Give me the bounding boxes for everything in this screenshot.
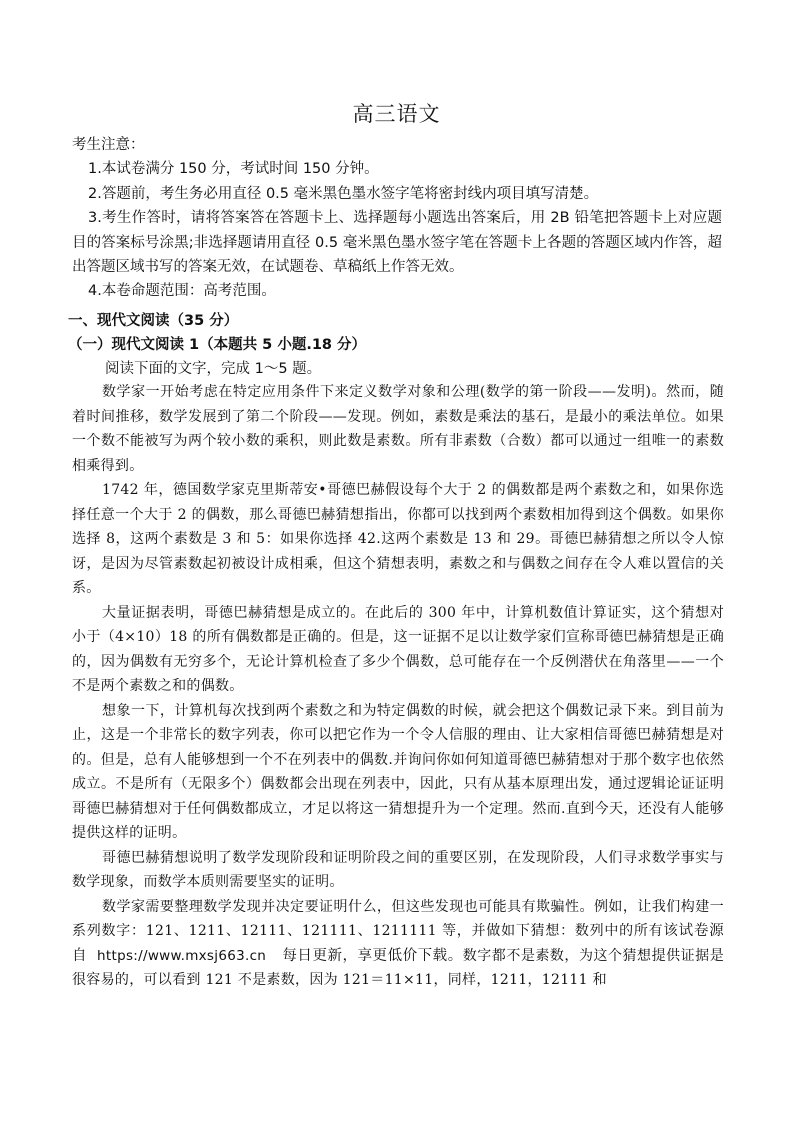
- section-heading-reading1: （一）现代文阅读 1（本题共 5 小题.18 分）: [68, 337, 367, 353]
- notice-item-2: 2.答题前，考生务必用直径 0.5 毫米黑色墨水签字笔将密封线内项目填写清楚。: [88, 185, 599, 202]
- passage-paragraph-3: 大量证据表明，哥德巴赫猜想是成立的。在此后的 300 年中，计算机数值计算证实，这个猜想对小于（4×10）18 的所有偶数都是正确的。但是，这一证据不足以让数学家们宣称哥德巴赫猜想是正确的，因为偶数有无穷多个，无论计算机检查了多少个偶数，总可能存在一个反例潜伏在角落里——一个不是两个素数之和的偶数。: [72, 604, 724, 694]
- notice-item-1: 1.本试卷满分 150 分，考试时间 150 分钟。: [88, 161, 379, 178]
- source-note-suffix: 每日更新，享更低价下载。: [282, 947, 463, 964]
- reading-instruction: 阅读下面的文字，完成 1～5 题。: [105, 361, 322, 377]
- passage: [72, 380, 724, 993]
- passage-paragraph-6: [72, 895, 724, 993]
- notice-item-4: 4.本卷命题范围：高考范围。: [88, 283, 276, 300]
- notice-item-3: 3.考生作答时，请将答案答在答题卡上、选择题每小题选出答案后，用 2B 铅笔把答题卡上对应题目的答案标号涂黑;非选择题请用直径 0.5 毫米黑色墨水签字笔在答题卡上各题的答题区域内作答，超出答题区域书写的答案无效，在试题卷、草稿纸上作答无效。: [72, 210, 722, 276]
- passage-paragraph-4: 想象一下，计算机每次找到两个素数之和为特定偶数的时候，就会把这个偶数记录下来。到目前为止，这是一个非常长的数字列表，你可以把它作为一个令人信服的理由、让大家相信哥德巴赫猜想是对的。但是，总有人能够想到一个不在列表中的偶数.并询问你如何知道哥德巴赫猜想对于那个数字也依然成立。不是所有（无限多个）偶数都会出现在列表中，因此，只有从基本原理出发，通过逻辑论证证明哥德巴赫猜想对于任何偶数都成立，才足以将这一猜想提升为一个定理。然而.直到今天，还没有人能够提供这样的证明。: [72, 702, 724, 841]
- section-heading-part1: 一、现代文阅读（35 分）: [68, 313, 239, 329]
- passage-paragraph-6-start: 数学家需要整理数学发现并决定要证明什么，但这些发现也可能具有欺骗性。例如，让我们构建一系列数字：121、1211、12111、121111、1211111 等，并做如下猜想：数列中的所有: [72, 898, 724, 939]
- source-url-link[interactable]: https://www.mxsj663.cn: [97, 947, 267, 964]
- notice-heading: 考生注意：: [72, 137, 145, 153]
- passage-paragraph-1: 数学家一开始考虑在特定应用条件下来定义数学对象和公理(数学的第一阶段——发明)。然而，随着时间推移，数学发展到了第二个阶段——发现。例如，素数是乘法的基石，是最小的乘法单位。如果一个数不能被写为两个较小数的乘积，则此数是素数。所有非素数（合数）都可以通过一组唯一的素数相乘得到。: [72, 384, 724, 474]
- passage-paragraph-5: 哥德巴赫猜想说明了数学发现阶段和证明阶段之间的重要区别，在发现阶段，人们寻求数学事实与数学现象，而数学本质则需要坚实的证明。: [72, 849, 724, 890]
- source-note-prefix: 该试卷源自: [72, 923, 724, 964]
- passage-paragraph-2: 1742 年，德国数学家克里斯蒂安•哥德巴赫假设每个大于 2 的偶数都是两个素数之和，如果你选择任意一个大于 2 的偶数，那么哥德巴赫猜想指出，你都可以找到两个素数相加得到这个偶数。如果你选择 8，这两个素数是 3 和 5：如果你选择 42.这两个素数是 13 和 29。哥德巴赫猜想之所以令人惊讶，是因为尽管素数起初被设计成相乘，但这个猜想表明，素数之和与偶数之间存在令人难以置信的关系。: [72, 482, 724, 596]
- exam-title: 高三语文: [352, 102, 441, 126]
- passage-paragraph-6-end: 数字都不是素数，为这个猜想提供证据是很容易的，可以看到 121 不是素数，因为 121＝11×11，同样，1211，12111 和: [72, 947, 724, 988]
- notice-block: [72, 133, 722, 304]
